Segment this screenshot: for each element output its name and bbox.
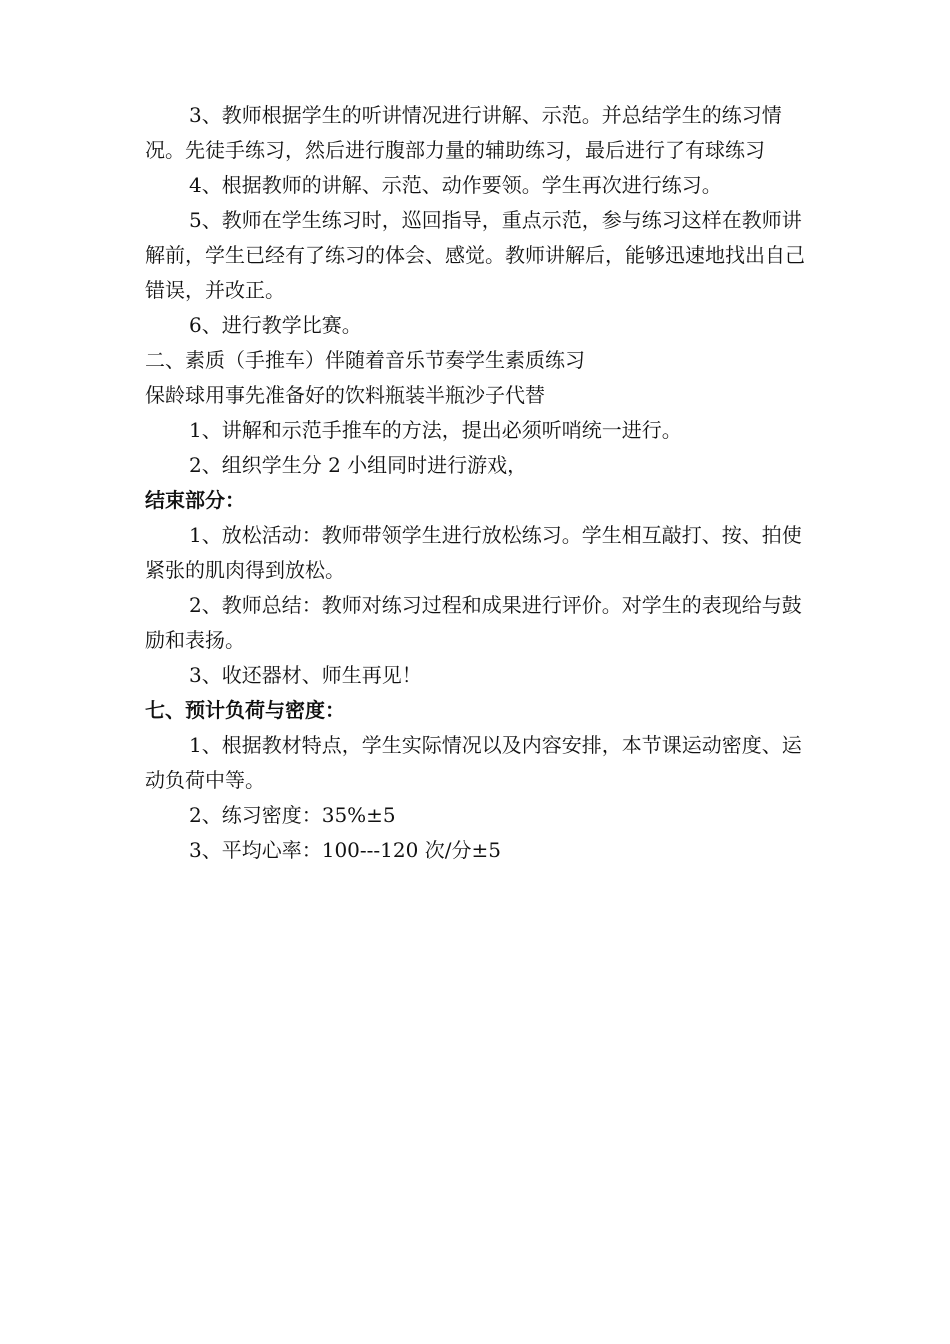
- heading-ending-part: 结束部分：: [145, 488, 245, 512]
- paragraph-ending-step-3: 3、收还器材、师生再见！: [189, 663, 422, 687]
- section-fitness-title: 二、素质（手推车）伴随着音乐节奏学生素质练习: [145, 348, 585, 372]
- bowling-note: 保龄球用事先准备好的饮料瓶装半瓶沙子代替: [145, 383, 545, 407]
- paragraph-teaching-step-6: 6、进行教学比赛。: [189, 313, 362, 337]
- paragraph-fitness-step-2: 2、组织学生分 2 小组同时进行游戏，: [189, 453, 528, 477]
- paragraph-teaching-step-4: 4、根据教师的讲解、示范、动作要领。学生再次进行练习。: [189, 173, 722, 197]
- paragraph-load-step-1: 1、根据教材特点，学生实际情况以及内容安排，本节课运动密度、运动负荷中等。: [145, 733, 802, 792]
- heading-load-density: 七、预计负荷与密度：: [145, 698, 345, 722]
- paragraph-load-step-3: 3、平均心率：100---120 次/分±5: [189, 838, 501, 862]
- paragraph-ending-step-2: 2、教师总结：教师对练习过程和成果进行评价。对学生的表现给与鼓励和表扬。: [145, 593, 802, 652]
- paragraph-load-step-2: 2、练习密度：35%±5: [189, 803, 396, 827]
- paragraph-teaching-step-5: 5、教师在学生练习时，巡回指导，重点示范，参与练习这样在教师讲解前，学生已经有了练习的体会、感觉。教师讲解后，能够迅速地找出自己错误，并改正。: [145, 208, 805, 302]
- paragraph-ending-step-1: 1、放松活动：教师带领学生进行放松练习。学生相互敲打、按、拍使紧张的肌肉得到放松。: [145, 523, 802, 582]
- paragraph-fitness-step-1: 1、讲解和示范手推车的方法，提出必须听哨统一进行。: [189, 418, 682, 442]
- paragraph-teaching-step-3: 3、教师根据学生的听讲情况进行讲解、示范。并总结学生的练习情况。先徒手练习，然后进行腹部力量的辅助练习，最后进行了有球练习: [145, 103, 782, 162]
- document-body: [145, 98, 815, 868]
